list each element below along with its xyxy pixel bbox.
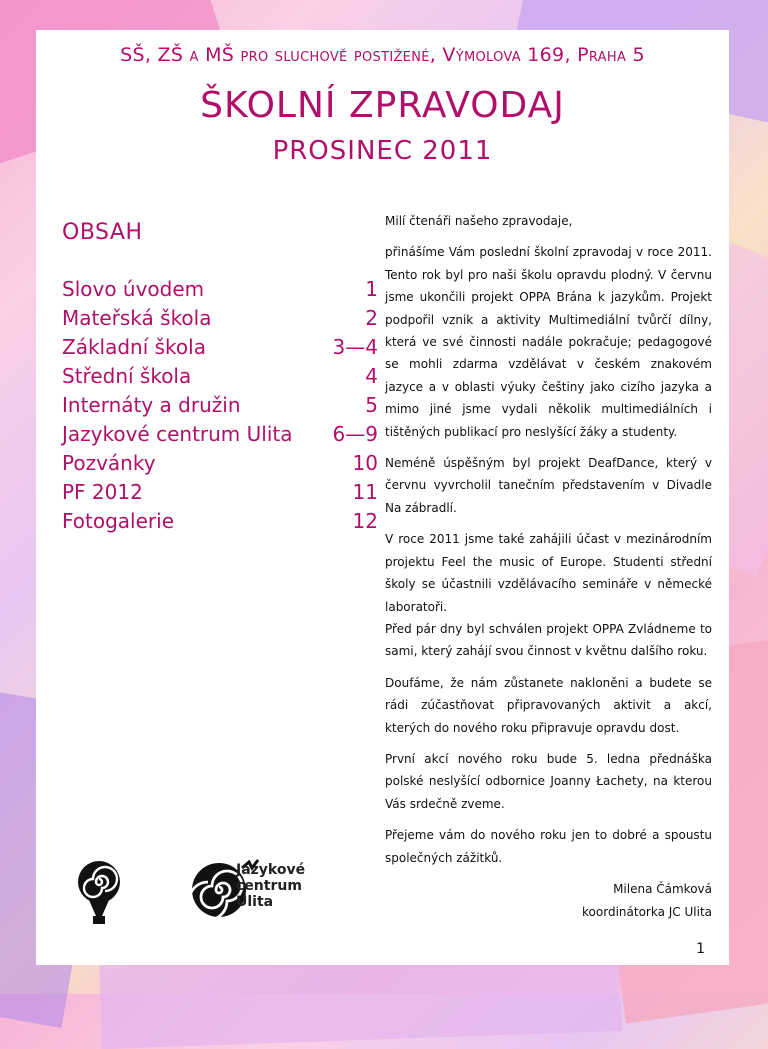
toc-heading: OBSAH (62, 220, 143, 245)
toc-item[interactable] (62, 391, 378, 420)
toc-item[interactable] (62, 449, 378, 478)
toc-item-page: 1 (365, 277, 378, 301)
toc-item[interactable] (62, 333, 378, 362)
toc-item-page: 2 (365, 306, 378, 330)
toc-item-label: PF 2012 (62, 480, 143, 504)
letter-greeting: Milí čtenáři našeho zpravodaje, (385, 214, 573, 228)
toc-item-page: 10 (352, 451, 378, 475)
toc-item[interactable] (62, 362, 378, 391)
toc-item[interactable] (62, 507, 378, 536)
toc-item[interactable] (62, 275, 378, 304)
toc-item-label: Jazykové centrum Ulita (62, 422, 293, 446)
toc-item-page: 11 (352, 480, 378, 504)
school-name: SŠ, ZŠ a MŠ pro sluchově postižené, Výmolova 169, Praha 5 (120, 44, 645, 66)
logo-line: Jazykové (236, 862, 306, 878)
toc-item-label: Slovo úvodem (62, 277, 205, 301)
toc-item-page: 5 (365, 393, 378, 417)
page-number: 1 (696, 941, 705, 957)
ulita-logo-text (236, 862, 305, 910)
toc-item-label: Internáty a družin (62, 393, 241, 417)
newsletter-title: ŠKOLNÍ ZPRAVODAJ (200, 85, 565, 126)
toc-item-label: Střední škola (62, 364, 192, 388)
signature-role: koordinátorka JC Ulita (582, 904, 712, 919)
toc-item-page: 3—4 (332, 335, 378, 359)
letter-paragraph: Neméně úspěšným byl projekt DeafDance, který v červnu vyvrcholil tanečním představením v Divadle Na zábradlí. (385, 456, 712, 515)
balloon-spiral-icon (78, 861, 120, 924)
toc-item-label: Pozvánky (62, 451, 156, 475)
toc-item-page: 12 (352, 509, 378, 533)
signature-name: Milena Čámková (613, 881, 712, 896)
toc-item[interactable] (62, 478, 378, 507)
toc-item-page: 4 (365, 364, 378, 388)
toc-item-label: Mateřská škola (62, 306, 212, 330)
newsletter-page (36, 30, 729, 965)
logo-line: Ulita (236, 894, 274, 910)
letter-paragraph: Doufáme, že nám zůstanete nakloněni a budete se rádi zúčastňovat připravovaných aktivit a akcí, kterých do nového roku připravuje opravdu dost. (385, 675, 712, 735)
letter-paragraph: První akcí nového roku bude 5. ledna přednáška polské neslyšící odbornice Joanny Łachety, na kterou Vás srdečně zveme. (385, 751, 712, 811)
toc-item-label: Základní škola (62, 335, 206, 359)
issue-date: PROSINEC 2011 (272, 136, 493, 166)
letter-paragraph: V roce 2011 jsme také zahájili účast v mezinárodním projektu Feel the music of Europe. Studenti střední školy se účastnili vzdělávacího semináře v německé laboratoři. (385, 532, 712, 614)
toc-item[interactable] (62, 420, 378, 449)
toc-item-page: 6—9 (332, 422, 378, 446)
letter-paragraph: Před pár dny byl schválen projekt OPPA Zvládneme to sami, který zahájí svou činnost v květnu dalšího roku. (385, 621, 712, 659)
letter-paragraph: přinášíme Vám poslední školní zpravodaj v roce 2011. Tento rok byl pro naši školu opravdu plodný. V červnu jsme ukončili projekt OPPA Brána k jazykům. Projekt podpořil vznik a aktivity Multimediální tvůrčí dílny, která ve své činnosti nadále pokračuje; pedagogové se mohli zdarma vzdělávat v českém znakovém jazyce a v oblasti výuky češtiny jako cizího jazyka a mimo jiné jsme vydali několik multimediálních i tištěných publikací pro neslyšící žáky a studenty. (385, 245, 712, 439)
toc-item-label: Fotogalerie (62, 509, 175, 533)
table-of-contents (62, 275, 378, 536)
editorial-letter (385, 210, 712, 924)
toc-item[interactable] (62, 304, 378, 333)
logo-line: centrum (236, 878, 302, 894)
letter-paragraph: Přejeme vám do nového roku jen to dobré a spoustu společných zážitků. (385, 828, 712, 865)
